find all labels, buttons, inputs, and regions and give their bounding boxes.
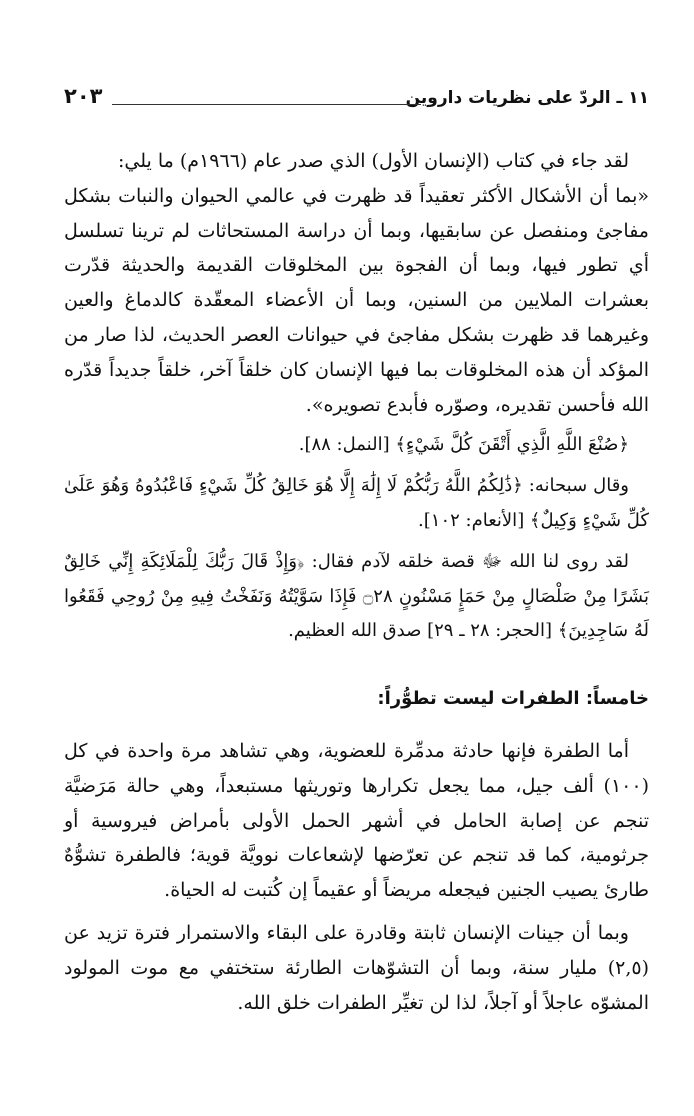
page-number: ٢٠٣ xyxy=(64,84,103,108)
genes-paragraph: وبما أن جينات الإنسان ثابتة وقادرة على البقاء والاستمرار فترة تزيد عن (٢,٥) مليار سنة، وبما أن التشوّهات الطارئة ستختفي مع موت المولود المشوّه عاجلاً أو آجلاً، لذا لن تغيِّر الطفرات خلق الله. xyxy=(64,921,649,1014)
verse-hijr: لقد روى لنا الله ﷻ قصة خلقه لآدم فقال: ﴿وَإِذْ قَالَ رَبُّكَ لِلْمَلَائِكَةِ إِنِّي خَالِقٌ بَشَرًا مِنْ صَلْصَالٍ مِنْ حَمَإٍ مَسْنُونٍ ۝٢٨ فَإِذَا سَوَّيْتُهُ وَنَفَخْتُ فِيهِ مِنْ رُوحِي فَقَعُوا لَهُ سَاجِدِينَ﴾ [الحجر: ٢٨ ـ ٢٩] صدق الله العظيم. xyxy=(64,550,649,642)
verse-naml: ﴿صُنْعَ اللَّهِ الَّذِي أَتْقَنَ كُلَّ شَيْءٍ﴾ [النمل: ٨٨]. xyxy=(298,434,629,456)
intro-paragraph: لقد جاء في كتاب (الإنسان الأول) الذي صدر عام (١٩٦٦م) ما يلي: xyxy=(118,150,629,172)
quotation-paragraph: «بما أن الأشكال الأكثر تعقيداً قد ظهرت في عالمي الحيوان والنبات بشكل مفاجئ ومنفصل عن سابقيها، وبما أن دراسة المستحاثات لم ترينا تسلسل أي تطور فيها، وبما أن الفجوة بين المخلوقات القديمة والحديثة قدّرت بعشرات الملايين من السنين، وبما أن الأعضاء المعقّدة كالدماغ والعين وغيرهما قد ظهرت بشكل مفاجئ في حيوانات العصر الحديث، لذا صار من المؤكد أن هذه المخلوقات بما فيها الإنسان كان خلقاً آخر، خلقاً جديداً قدّره الله فأحسن تقديره، وصوّره فأبدع تصويره». xyxy=(64,184,649,416)
running-header xyxy=(64,84,649,118)
verse-anam: وقال سبحانه: ﴿ذَٰلِكُمُ اللَّهُ رَبُّكُمْ لَا إِلَٰهَ إِلَّا هُوَ خَالِقُ كُلِّ شَيْءٍ فَاعْبُدُوهُ وَهُوَ عَلَىٰ كُلِّ شَيْءٍ وَكِيلٌ﴾ [الأنعام: ١٠٢]. xyxy=(64,475,649,531)
chapter-title: ١١ ـ الردّ على نظريات داروين xyxy=(405,88,649,108)
header-rule xyxy=(112,104,421,105)
section-lower xyxy=(64,734,649,1020)
section-heading: خامساً: الطفرات ليست تطوُّراً: xyxy=(377,688,649,709)
mutation-paragraph: أما الطفرة فإنها حادثة مدمِّرة للعضوية، وهي تشاهد مرة واحدة في كل (١٠٠) ألف جيل، مما يجعل تكرارها وتوريثها مستبعداً، وهي حالة مَرَضيَّة تنجم عن إصابة الحامل في أشهر الحمل الأولى بأمراض فيروسية أو جرثومية، كما قد تنجم عن تعرّضها لإشعاعات نوويَّة قوية؛ فالطفرة تشوُّهٌ طارئ يصيب الجنين فيجعله مريضاً أو عقيماً إن كُتبت له الحياة. xyxy=(64,740,649,902)
section-upper xyxy=(64,144,649,649)
